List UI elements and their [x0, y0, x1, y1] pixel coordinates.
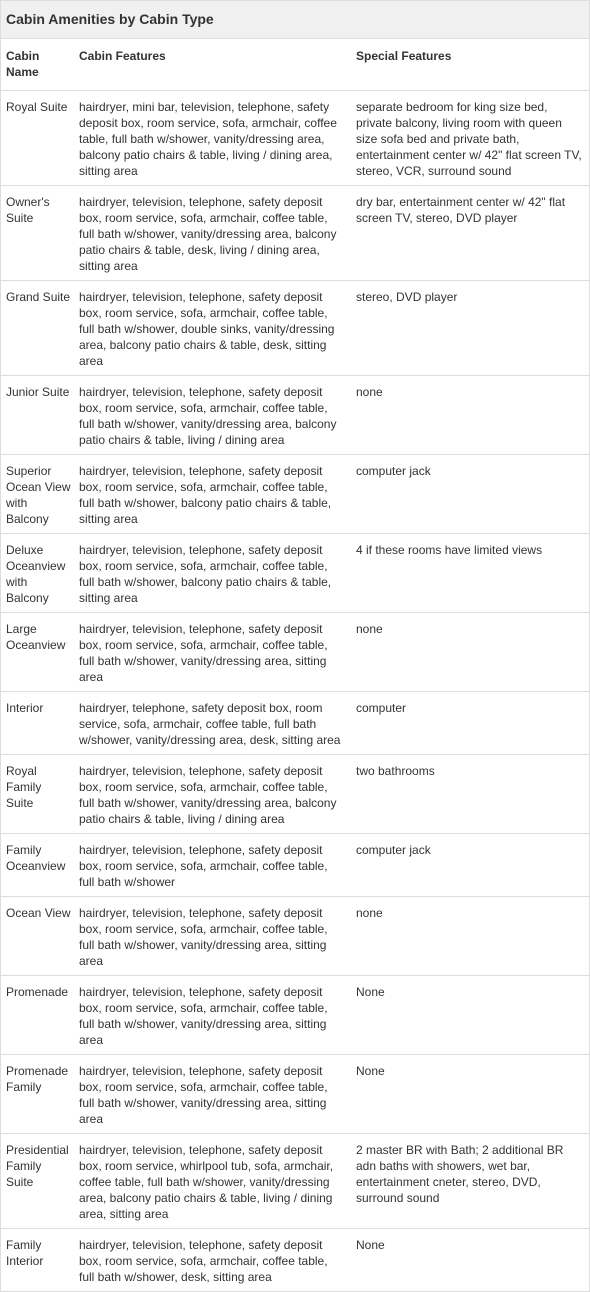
header-special-features: Special Features	[351, 39, 589, 91]
special-features-cell: none	[351, 897, 589, 976]
special-features-cell: None	[351, 976, 589, 1055]
cabin-features-cell: hairdryer, telephone, safety deposit box, room service, sofa, armchair, coffee table, full bath w/shower, vanity/dressing area, desk, sitting area	[74, 692, 351, 755]
cabin-features-cell: hairdryer, television, telephone, safety deposit box, room service, sofa, armchair, coffee table, full bath w/shower, vanity/dressing area, sitting area	[74, 976, 351, 1055]
cabin-name-cell: Superior Ocean View with Balcony	[1, 455, 74, 534]
cabin-features-cell: hairdryer, television, telephone, safety deposit box, room service, sofa, armchair, coffee table, full bath w/shower, balcony patio chairs & table, sitting area	[74, 534, 351, 613]
table-row	[1, 897, 589, 976]
cabin-name-cell: Interior	[1, 692, 74, 755]
table-row	[1, 376, 589, 455]
cabin-name-cell: Owner's Suite	[1, 186, 74, 281]
cabin-name-cell: Grand Suite	[1, 281, 74, 376]
cabin-features-cell: hairdryer, television, telephone, safety deposit box, room service, sofa, armchair, coffee table, full bath w/shower, double sinks, vanity/dressing area, balcony patio chairs & table, desk, sitting area	[74, 281, 351, 376]
cabin-name-cell: Promenade Family	[1, 1055, 74, 1134]
table-row	[1, 976, 589, 1055]
table-row	[1, 1055, 589, 1134]
special-features-cell: separate bedroom for king size bed, private balcony, living room with queen size sofa bed and private bath, entertainment center w/ 42" flat screen TV, stereo, VCR, surround sound	[351, 91, 589, 186]
table-row	[1, 834, 589, 897]
special-features-cell: computer jack	[351, 834, 589, 897]
cabin-name-cell: Deluxe Oceanview with Balcony	[1, 534, 74, 613]
cabin-name-cell: Royal Suite	[1, 91, 74, 186]
table-title: Cabin Amenities by Cabin Type	[1, 0, 589, 39]
table-row	[1, 186, 589, 281]
special-features-cell: computer	[351, 692, 589, 755]
cabin-features-cell: hairdryer, television, telephone, safety deposit box, room service, whirlpool tub, sofa, armchair, coffee table, full bath w/shower, vanity/dressing area, balcony patio chairs & table, living / dining area, sitting area	[74, 1134, 351, 1229]
cabin-name-cell: Family Interior	[1, 1229, 74, 1292]
table-row	[1, 692, 589, 755]
cabin-features-cell: hairdryer, television, telephone, safety deposit box, room service, sofa, armchair, coffee table, full bath w/shower, vanity/dressing area, balcony patio chairs & table, living / dining area	[74, 755, 351, 834]
special-features-cell: two bathrooms	[351, 755, 589, 834]
cabin-features-cell: hairdryer, television, telephone, safety deposit box, room service, sofa, armchair, coffee table, full bath w/shower	[74, 834, 351, 897]
special-features-cell: none	[351, 376, 589, 455]
cabin-features-cell: hairdryer, television, telephone, safety deposit box, room service, sofa, armchair, coffee table, full bath w/shower, balcony patio chairs & table, sitting area	[74, 455, 351, 534]
cabin-features-cell: hairdryer, mini bar, television, telephone, safety deposit box, room service, sofa, armchair, coffee table, full bath w/shower, vanity/dressing area, balcony patio chairs & table, living / dining area, sitting area	[74, 91, 351, 186]
cabin-name-cell: Family Oceanview	[1, 834, 74, 897]
table-row	[1, 534, 589, 613]
cabin-features-cell: hairdryer, television, telephone, safety deposit box, room service, sofa, armchair, coffee table, full bath w/shower, desk, sitting area	[74, 1229, 351, 1292]
cabin-name-cell: Promenade	[1, 976, 74, 1055]
amenities-table	[1, 39, 589, 1291]
cabin-name-cell: Ocean View	[1, 897, 74, 976]
cabin-name-cell: Large Oceanview	[1, 613, 74, 692]
table-row	[1, 455, 589, 534]
special-features-cell: 2 master BR with Bath; 2 additional BR adn baths with showers, wet bar, entertainment cneter, stereo, DVD, surround sound	[351, 1134, 589, 1229]
header-cabin-features: Cabin Features	[74, 39, 351, 91]
header-cabin-name: Cabin Name	[1, 39, 74, 91]
table-row	[1, 281, 589, 376]
table-row	[1, 613, 589, 692]
special-features-cell: dry bar, entertainment center w/ 42" flat screen TV, stereo, DVD player	[351, 186, 589, 281]
special-features-cell: none	[351, 613, 589, 692]
cabin-name-cell: Junior Suite	[1, 376, 74, 455]
header-row	[1, 39, 589, 91]
table-row	[1, 755, 589, 834]
cabin-name-cell: Royal Family Suite	[1, 755, 74, 834]
special-features-cell: None	[351, 1055, 589, 1134]
table-row	[1, 1134, 589, 1229]
special-features-cell: computer jack	[351, 455, 589, 534]
special-features-cell: None	[351, 1229, 589, 1292]
special-features-cell: 4 if these rooms have limited views	[351, 534, 589, 613]
cabin-features-cell: hairdryer, television, telephone, safety deposit box, room service, sofa, armchair, coffee table, full bath w/shower, vanity/dressing area, balcony patio chairs & table, living / dining area	[74, 376, 351, 455]
cabin-name-cell: Presidential Family Suite	[1, 1134, 74, 1229]
table-body	[1, 91, 589, 1292]
special-features-cell: stereo, DVD player	[351, 281, 589, 376]
cabin-features-cell: hairdryer, television, telephone, safety deposit box, room service, sofa, armchair, coffee table, full bath w/shower, vanity/dressing area, sitting area	[74, 1055, 351, 1134]
cabin-features-cell: hairdryer, television, telephone, safety deposit box, room service, sofa, armchair, coffee table, full bath w/shower, vanity/dressing area, sitting area	[74, 897, 351, 976]
cabin-features-cell: hairdryer, television, telephone, safety deposit box, room service, sofa, armchair, coffee table, full bath w/shower, vanity/dressing area, sitting area	[74, 613, 351, 692]
cabin-features-cell: hairdryer, television, telephone, safety deposit box, room service, sofa, armchair, coffee table, full bath w/shower, vanity/dressing area, balcony patio chairs & table, desk, living / dining area, sitting area	[74, 186, 351, 281]
table-row	[1, 1229, 589, 1292]
table-row	[1, 91, 589, 186]
